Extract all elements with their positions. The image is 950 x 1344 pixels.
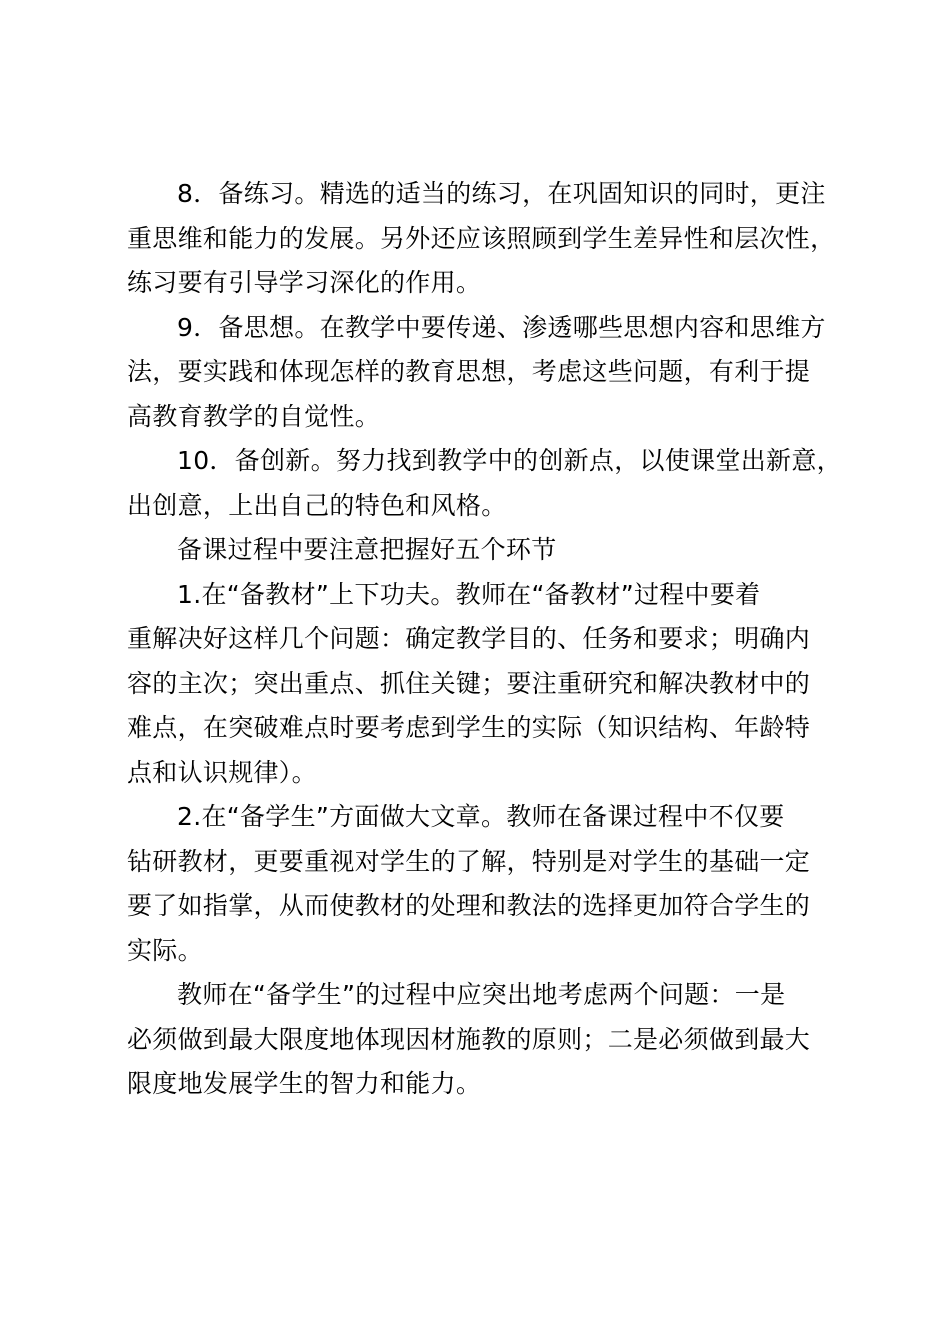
text-line: 重解决好这样几个问题：确定教学目的、任务和要求；明确内 <box>127 624 811 653</box>
text-line: 2.在“备学生”方面做大文章。教师在备课过程中不仅要 <box>177 802 785 831</box>
text-line: 教师在“备学生”的过程中应突出地考虑两个问题：一是 <box>177 980 786 1009</box>
text-line: 10．备创新。努力找到教学中的创新点，以使课堂出新意， <box>177 446 842 475</box>
paragraph-prepare-exercises <box>127 172 836 306</box>
paragraph-prepare-textbook <box>127 573 833 796</box>
text-line: 点和认识规律）。 <box>127 757 317 787</box>
document-body <box>127 172 842 1107</box>
text-line: 限度地发展学生的智力和能力。 <box>127 1069 482 1098</box>
text-line: 出创意，上出自己的特色和风格。 <box>127 490 507 520</box>
paragraph-prepare-innovation <box>127 439 842 528</box>
section-heading-five-links <box>127 528 833 573</box>
text-line: 容的主次；突出重点、抓住关键；要注重研究和解决教材中的 <box>127 668 811 698</box>
text-line: 钻研教材，更要重视对学生的了解，特别是对学生的基础一定 <box>127 846 811 876</box>
paragraph-student-considerations <box>127 973 833 1107</box>
text-line: 1.在“备教材”上下功夫。教师在“备教材”过程中要着 <box>177 579 761 609</box>
text-line: 实际。 <box>127 935 203 965</box>
text-line: 9．备思想。在教学中要传递、渗透哪些思想内容和思维方 <box>177 312 826 342</box>
paragraph-prepare-thoughts <box>127 306 833 440</box>
text-line: 要了如指掌，从而使教材的处理和教法的选择更加符合学生的 <box>127 891 811 920</box>
paragraph-prepare-students <box>127 795 833 973</box>
text-line: 必须做到最大限度地体现因材施教的原则；二是必须做到最大 <box>127 1024 811 1054</box>
text-line: 8．备练习。精选的适当的练习，在巩固知识的同时，更注 <box>177 179 826 208</box>
text-line: 高教育教学的自觉性。 <box>127 401 381 431</box>
text-line: 练习要有引导学习深化的作用。 <box>127 268 482 297</box>
text-line: 备课过程中要注意把握好五个环节 <box>177 535 557 564</box>
text-line: 法，要实践和体现怎样的教育思想，考虑这些问题，有利于提 <box>127 357 811 386</box>
text-line: 重思维和能力的发展。另外还应该照顾到学生差异性和层次性， <box>127 223 836 253</box>
text-line: 难点，在突破难点时要考虑到学生的实际（知识结构、年龄特 <box>127 713 811 742</box>
